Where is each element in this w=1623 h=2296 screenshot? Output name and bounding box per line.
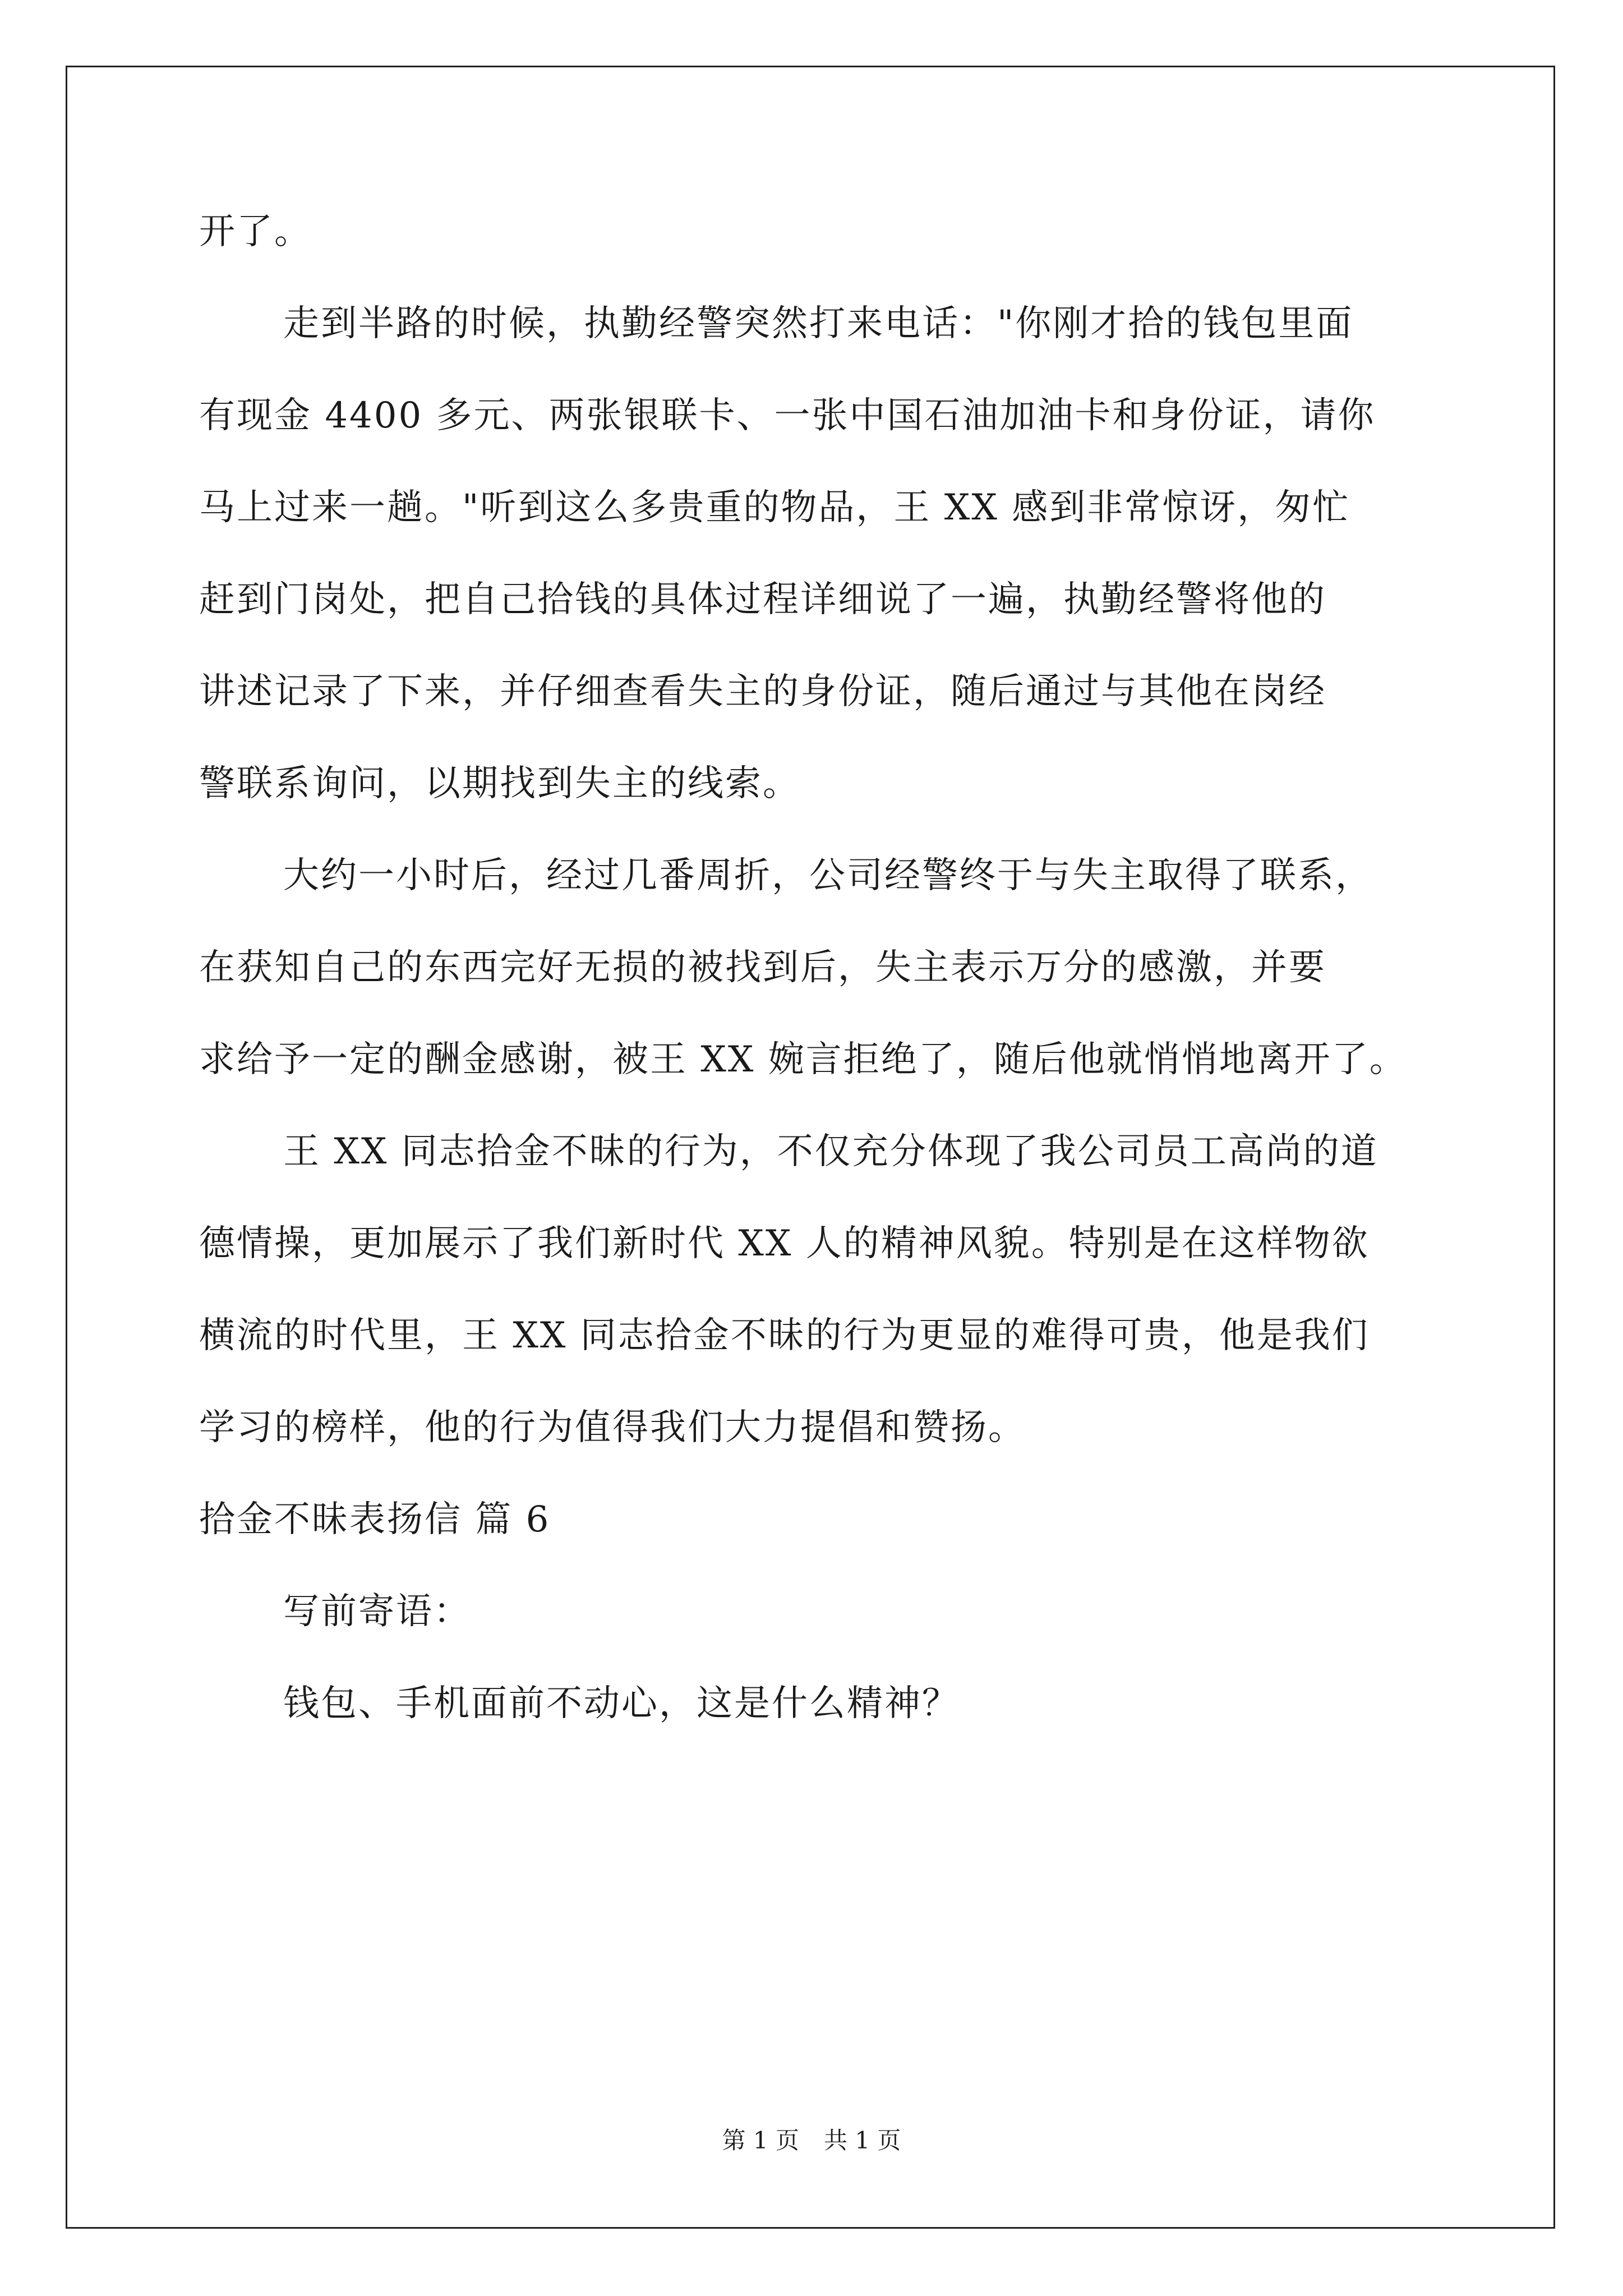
paragraph-line: 开了。 [199, 211, 312, 252]
paragraph-line: 德情操，更加展示了我们新时代 XX 人的精神风貌。特别是在这样物欲 [199, 1223, 1370, 1264]
paragraph-line: 走到半路的时候，执勤经警突然打来电话："你刚才拾的钱包里面 [283, 303, 1354, 344]
paragraph-line: 横流的时代里，王 XX 同志拾金不昧的行为更显的难得可贵，他是我们 [199, 1315, 1370, 1356]
paragraph-line: 学习的榜样，他的行为值得我们大力提倡和赞扬。 [199, 1407, 1026, 1448]
paragraph-line: 讲述记录了下来，并仔细查看失主的身份证，随后通过与其他在岗经 [199, 671, 1326, 712]
paragraph-line: 有现金 4400 多元、两张银联卡、一张中国石油加油卡和身份证，请你 [199, 395, 1376, 436]
paragraph-line: 马上过来一趟。"听到这么多贵重的物品，王 XX 感到非常惊讶，匆忙 [199, 487, 1350, 528]
paragraph-line: 在获知自己的东西完好无损的被找到后，失主表示万分的感激，并要 [199, 947, 1326, 988]
paragraph-line: 大约一小时后，经过几番周折，公司经警终于与失主取得了联系， [283, 855, 1373, 896]
page-total: 共 1 页 [824, 2127, 901, 2154]
paragraph-line: 赶到门岗处，把自己拾钱的具体过程详细说了一遍，执勤经警将他的 [199, 579, 1326, 620]
paragraph-line: 求给予一定的酬金感谢，被王 XX 婉言拒绝了，随后他就悄悄地离开了。 [199, 1039, 1407, 1080]
paragraph-line: 王 XX 同志拾金不昧的行为，不仅充分体现了我公司员工高尚的道 [283, 1131, 1378, 1172]
paragraph-line: 写前寄语： [283, 1591, 471, 1632]
page-number: 第 1 页 [722, 2127, 799, 2154]
page-footer [0, 2125, 1623, 2156]
section-heading: 拾金不昧表扬信 篇 6 [199, 1499, 551, 1540]
paragraph-line: 钱包、手机面前不动心，这是什么精神？ [283, 1683, 960, 1724]
paragraph-line: 警联系询问，以期找到失主的线索。 [199, 763, 800, 804]
